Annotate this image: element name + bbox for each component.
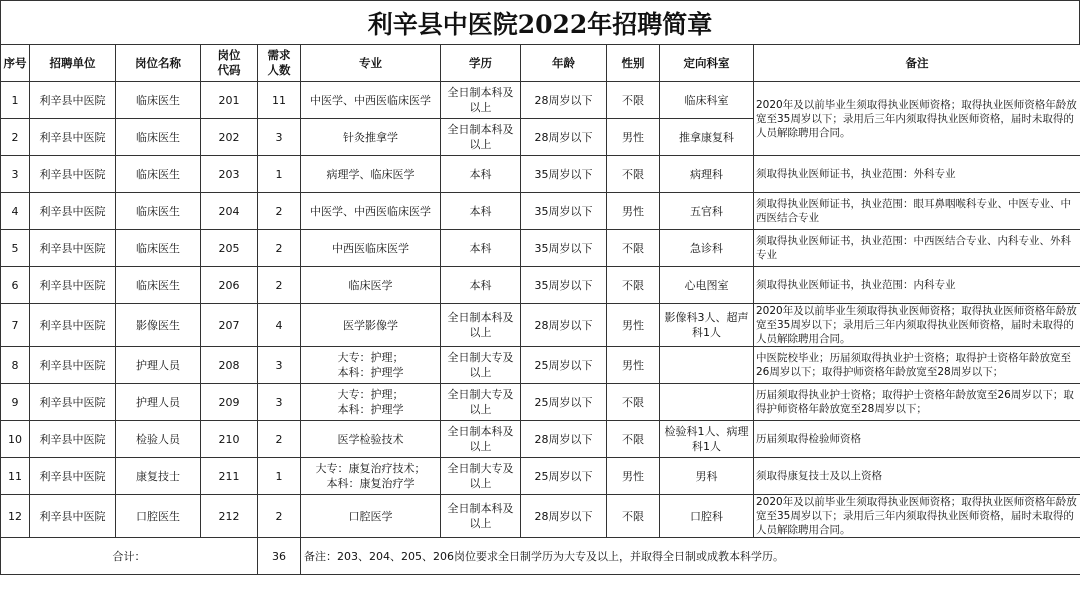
cell-code: 201 [201, 82, 258, 119]
cell-no: 12 [1, 495, 30, 538]
table-body [1, 82, 1080, 538]
cell-sex: 不限 [607, 421, 660, 458]
cell-sex: 男性 [607, 193, 660, 230]
cell-edu: 全日制本科及以上 [441, 495, 521, 538]
cell-post: 检验人员 [116, 421, 201, 458]
cell-code: 211 [201, 458, 258, 495]
recruitment-table [0, 44, 1080, 575]
cell-post: 临床医生 [116, 82, 201, 119]
header-code: 岗位 代码 [201, 45, 258, 82]
cell-age: 35周岁以下 [521, 193, 607, 230]
cell-dept: 男科 [660, 458, 754, 495]
cell-note: 须取得康复技士及以上资格 [754, 458, 1080, 495]
cell-unit: 利辛县中医院 [30, 156, 116, 193]
cell-count: 3 [258, 119, 301, 156]
cell-no: 10 [1, 421, 30, 458]
cell-count: 3 [258, 347, 301, 384]
header-count: 需求 人数 [258, 45, 301, 82]
cell-age: 25周岁以下 [521, 458, 607, 495]
table-row [1, 156, 1080, 193]
cell-dept: 临床科室 [660, 82, 754, 119]
header-major: 专业 [301, 45, 441, 82]
cell-post: 临床医生 [116, 267, 201, 304]
cell-count: 11 [258, 82, 301, 119]
cell-age: 25周岁以下 [521, 347, 607, 384]
cell-code: 208 [201, 347, 258, 384]
cell-edu: 本科 [441, 156, 521, 193]
cell-sex: 不限 [607, 267, 660, 304]
cell-sex: 不限 [607, 384, 660, 421]
cell-count: 1 [258, 156, 301, 193]
table-row [1, 193, 1080, 230]
cell-unit: 利辛县中医院 [30, 82, 116, 119]
header-post: 岗位名称 [116, 45, 201, 82]
cell-major: 医学影像学 [301, 304, 441, 347]
cell-count: 1 [258, 458, 301, 495]
cell-sex: 男性 [607, 304, 660, 347]
cell-code: 202 [201, 119, 258, 156]
cell-note: 须取得执业医师证书，执业范围：中西医结合专业、内科专业、外科专业 [754, 230, 1080, 267]
cell-dept: 病理科 [660, 156, 754, 193]
cell-major: 中医学、中西医临床医学 [301, 193, 441, 230]
cell-dept: 口腔科 [660, 495, 754, 538]
cell-edu: 全日制本科及以上 [441, 421, 521, 458]
cell-dept: 心电图室 [660, 267, 754, 304]
cell-dept: 推拿康复科 [660, 119, 754, 156]
cell-major: 病理学、临床医学 [301, 156, 441, 193]
cell-no: 3 [1, 156, 30, 193]
cell-major: 大专：康复治疗技术； 本科：康复治疗学 [301, 458, 441, 495]
table-row [1, 230, 1080, 267]
cell-note: 历届须取得检验师资格 [754, 421, 1080, 458]
cell-major: 大专：护理； 本科：护理学 [301, 347, 441, 384]
cell-no: 8 [1, 347, 30, 384]
cell-post: 影像医生 [116, 304, 201, 347]
table-row [1, 304, 1080, 347]
cell-post: 护理人员 [116, 347, 201, 384]
table-row [1, 82, 1080, 119]
cell-code: 206 [201, 267, 258, 304]
cell-post: 临床医生 [116, 193, 201, 230]
cell-unit: 利辛县中医院 [30, 384, 116, 421]
cell-no: 4 [1, 193, 30, 230]
cell-dept: 影像科3人、超声科1人 [660, 304, 754, 347]
footer-remark: 备注：203、204、205、206岗位要求全日制学历为大专及以上，并取得全日制或成教本科学历。 [301, 538, 1080, 575]
total-label: 合计： [1, 538, 258, 575]
cell-unit: 利辛县中医院 [30, 193, 116, 230]
cell-edu: 本科 [441, 193, 521, 230]
header-row [1, 45, 1080, 82]
cell-no: 2 [1, 119, 30, 156]
total-row [1, 538, 1080, 575]
cell-edu: 本科 [441, 267, 521, 304]
cell-count: 3 [258, 384, 301, 421]
cell-major: 中西医临床医学 [301, 230, 441, 267]
cell-major: 临床医学 [301, 267, 441, 304]
cell-age: 25周岁以下 [521, 384, 607, 421]
cell-age: 28周岁以下 [521, 495, 607, 538]
header-edu: 学历 [441, 45, 521, 82]
header-note: 备注 [754, 45, 1080, 82]
cell-sex: 男性 [607, 347, 660, 384]
cell-post: 临床医生 [116, 230, 201, 267]
page-title: 利辛县中医院2022年招聘简章 [0, 0, 1080, 44]
cell-age: 28周岁以下 [521, 304, 607, 347]
cell-code: 205 [201, 230, 258, 267]
cell-edu: 全日制大专及以上 [441, 384, 521, 421]
table-row [1, 384, 1080, 421]
table-row [1, 458, 1080, 495]
header-age: 年龄 [521, 45, 607, 82]
cell-age: 28周岁以下 [521, 119, 607, 156]
cell-note: 须取得执业医师证书，执业范围：眼耳鼻咽喉科专业、中医专业、中西医结合专业 [754, 193, 1080, 230]
cell-unit: 利辛县中医院 [30, 458, 116, 495]
cell-age: 35周岁以下 [521, 230, 607, 267]
total-count: 36 [258, 538, 301, 575]
cell-dept: 检验科1人、病理科1人 [660, 421, 754, 458]
header-unit: 招聘单位 [30, 45, 116, 82]
cell-post: 口腔医生 [116, 495, 201, 538]
cell-age: 35周岁以下 [521, 267, 607, 304]
cell-sex: 不限 [607, 82, 660, 119]
header-no: 序号 [1, 45, 30, 82]
cell-code: 210 [201, 421, 258, 458]
cell-sex: 不限 [607, 230, 660, 267]
cell-count: 2 [258, 230, 301, 267]
cell-edu: 本科 [441, 230, 521, 267]
cell-post: 康复技士 [116, 458, 201, 495]
cell-edu: 全日制本科及以上 [441, 82, 521, 119]
cell-count: 2 [258, 193, 301, 230]
cell-count: 2 [258, 267, 301, 304]
cell-unit: 利辛县中医院 [30, 304, 116, 347]
cell-sex: 不限 [607, 495, 660, 538]
cell-unit: 利辛县中医院 [30, 267, 116, 304]
cell-dept: 五官科 [660, 193, 754, 230]
cell-code: 204 [201, 193, 258, 230]
cell-major: 大专：护理； 本科：护理学 [301, 384, 441, 421]
cell-unit: 利辛县中医院 [30, 119, 116, 156]
cell-unit: 利辛县中医院 [30, 347, 116, 384]
table-row [1, 347, 1080, 384]
cell-edu: 全日制大专及以上 [441, 347, 521, 384]
cell-post: 临床医生 [116, 156, 201, 193]
cell-code: 209 [201, 384, 258, 421]
cell-code: 203 [201, 156, 258, 193]
table-row [1, 421, 1080, 458]
cell-no: 11 [1, 458, 30, 495]
cell-note: 2020年及以前毕业生须取得执业医师资格；取得执业医师资格年龄放宽至35周岁以下；录用后三年内须取得执业医师资格，届时未取得的人员解除聘用合同。 [754, 304, 1080, 347]
cell-count: 4 [258, 304, 301, 347]
cell-unit: 利辛县中医院 [30, 421, 116, 458]
cell-count: 2 [258, 495, 301, 538]
header-dept: 定向科室 [660, 45, 754, 82]
cell-no: 5 [1, 230, 30, 267]
cell-no: 9 [1, 384, 30, 421]
cell-no: 1 [1, 82, 30, 119]
cell-post: 护理人员 [116, 384, 201, 421]
cell-note: 2020年及以前毕业生须取得执业医师资格；取得执业医师资格年龄放宽至35周岁以下；录用后三年内须取得执业医师资格，届时未取得的人员解除聘用合同。 [754, 495, 1080, 538]
cell-edu: 全日制大专及以上 [441, 458, 521, 495]
cell-no: 6 [1, 267, 30, 304]
cell-code: 207 [201, 304, 258, 347]
cell-dept [660, 384, 754, 421]
cell-age: 35周岁以下 [521, 156, 607, 193]
header-sex: 性别 [607, 45, 660, 82]
cell-dept: 急诊科 [660, 230, 754, 267]
cell-note: 历届须取得执业护士资格；取得护士资格年龄放宽至26周岁以下；取得护师资格年龄放宽至28周岁以下； [754, 384, 1080, 421]
cell-code: 212 [201, 495, 258, 538]
cell-note: 中医院校毕业；历届须取得执业护士资格；取得护士资格年龄放宽至26周岁以下；取得护师资格年龄放宽至28周岁以下； [754, 347, 1080, 384]
cell-major: 口腔医学 [301, 495, 441, 538]
cell-count: 2 [258, 421, 301, 458]
cell-age: 28周岁以下 [521, 82, 607, 119]
cell-no: 7 [1, 304, 30, 347]
cell-dept [660, 347, 754, 384]
cell-major: 针灸推拿学 [301, 119, 441, 156]
cell-unit: 利辛县中医院 [30, 495, 116, 538]
cell-age: 28周岁以下 [521, 421, 607, 458]
cell-major: 中医学、中西医临床医学 [301, 82, 441, 119]
cell-edu: 全日制本科及以上 [441, 119, 521, 156]
cell-sex: 男性 [607, 119, 660, 156]
cell-post: 临床医生 [116, 119, 201, 156]
cell-note: 2020年及以前毕业生须取得执业医师资格；取得执业医师资格年龄放宽至35周岁以下；录用后三年内须取得执业医师资格，届时未取得的人员解除聘用合同。 [754, 82, 1080, 156]
cell-note: 须取得执业医师证书，执业范围：内科专业 [754, 267, 1080, 304]
table-row [1, 495, 1080, 538]
cell-sex: 男性 [607, 458, 660, 495]
table-row [1, 267, 1080, 304]
cell-note: 须取得执业医师证书，执业范围：外科专业 [754, 156, 1080, 193]
cell-sex: 不限 [607, 156, 660, 193]
cell-unit: 利辛县中医院 [30, 230, 116, 267]
cell-edu: 全日制本科及以上 [441, 304, 521, 347]
cell-major: 医学检验技术 [301, 421, 441, 458]
